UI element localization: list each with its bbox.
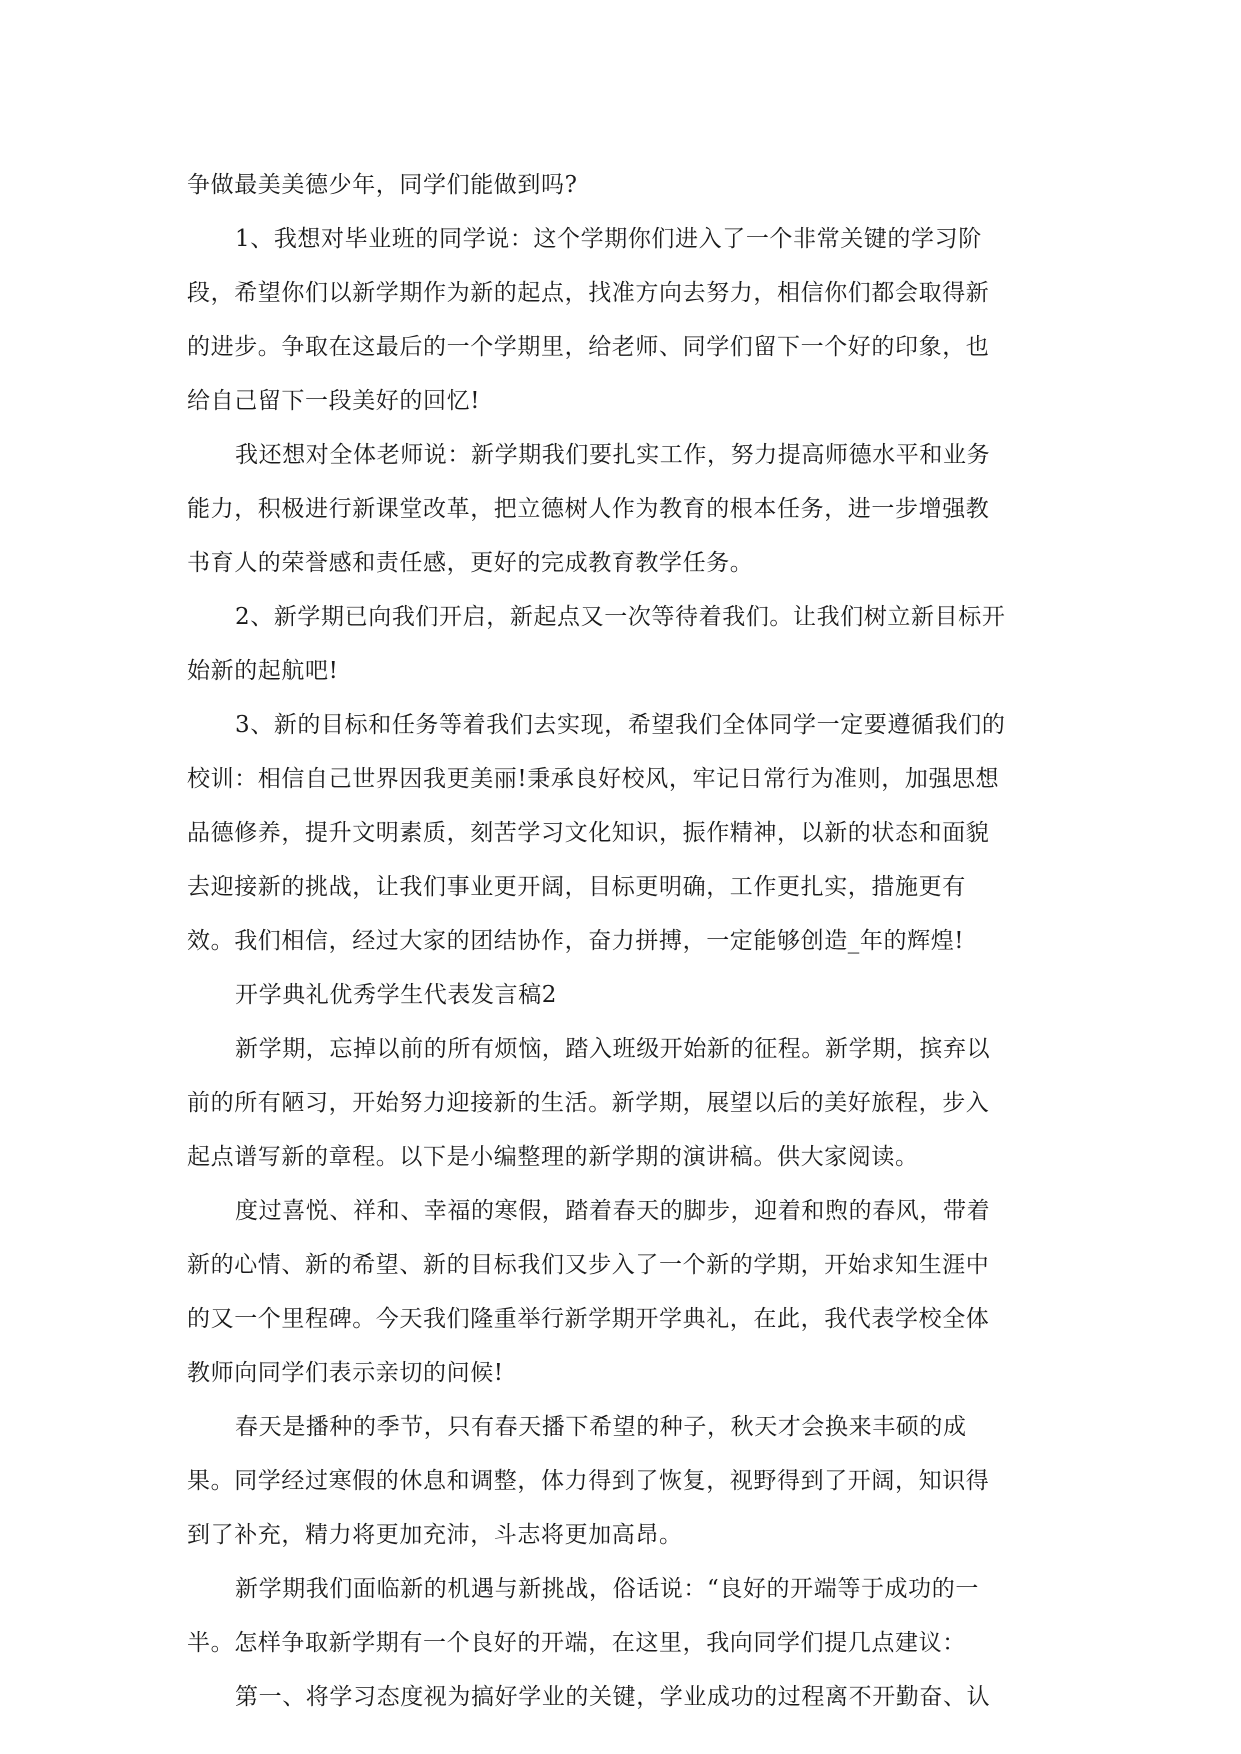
text-line: 春天是播种的季节，只有春天播下希望的种子，秋天才会换来丰硕的成 (235, 1414, 967, 1440)
text-line: 新学期我们面临新的机遇与新挑战，俗话说：“良好的开端等于成功的一 (235, 1576, 979, 1602)
text-line: 度过喜悦、祥和、幸福的寒假，踏着春天的脚步，迎着和煦的春风，带着 (235, 1198, 991, 1224)
text-line: 品德修养，提升文明素质，刻苦学习文化知识，振作精神，以新的状态和面貌 (187, 820, 990, 846)
text-line: 的进步。争取在这最后的一个学期里，给老师、同学们留下一个好的印象，也 (187, 334, 990, 360)
text-line: 半。怎样争取新学期有一个良好的开端，在这里，我向同学们提几点建议： (187, 1630, 966, 1656)
text-line: 2、新学期已向我们开启，新起点又一次等待着我们。让我们树立新目标开 (235, 604, 1006, 630)
text-line: 段，希望你们以新学期作为新的起点，找准方向去努力，相信你们都会取得新 (187, 280, 990, 306)
text-line: 始新的起航吧! (187, 658, 339, 684)
text-line: 起点谱写新的章程。以下是小编整理的新学期的演讲稿。供大家阅读。 (187, 1144, 919, 1170)
text-line: 果。同学经过寒假的休息和调整，体力得到了恢复，视野得到了开阔，知识得 (187, 1468, 990, 1494)
text-line: 第一、将学习态度视为搞好学业的关键，学业成功的过程离不开勤奋、认 (235, 1684, 991, 1710)
document-body (187, 158, 1059, 1724)
text-line: 到了补充，精力将更加充沛，斗志将更加高昂。 (187, 1522, 683, 1548)
text-line: 能力，积极进行新课堂改革，把立德树人作为教育的根本任务，进一步增强教 (187, 496, 990, 522)
text-line: 1、我想对毕业班的同学说：这个学期你们进入了一个非常关键的学习阶 (235, 226, 982, 252)
text-line: 教师向同学们表示亲切的问候! (187, 1360, 504, 1386)
text-line: 3、新的目标和任务等着我们去实现，希望我们全体同学一定要遵循我们的 (235, 712, 1006, 738)
text-line: 书育人的荣誉感和责任感，更好的完成教育教学任务。 (187, 550, 754, 576)
text-line: 新学期，忘掉以前的所有烦恼，踏入班级开始新的征程。新学期，摈弃以 (235, 1036, 991, 1062)
text-line: 前的所有陋习，开始努力迎接新的生活。新学期，展望以后的美好旅程，步入 (187, 1090, 990, 1116)
text-line: 去迎接新的挑战，让我们事业更开阔，目标更明确，工作更扎实，措施更有 (187, 874, 966, 900)
text-line: 我还想对全体老师说：新学期我们要扎实工作，努力提高师德水平和业务 (235, 442, 991, 468)
text-line: 争做最美美德少年，同学们能做到吗? (187, 172, 578, 198)
text-line: 效。我们相信，经过大家的团结协作，奋力拼搏，一定能够创造_年的辉煌! (187, 928, 965, 954)
text-line: 给自己留下一段美好的回忆! (187, 388, 481, 414)
text-line: 校训：相信自己世界因我更美丽!秉承良好校风，牢记日常行为准则，加强思想 (187, 766, 1000, 792)
section-heading: 开学典礼优秀学生代表发言稿2 (235, 982, 558, 1008)
text-line: 新的心情、新的希望、新的目标我们又步入了一个新的学期，开始求知生涯中 (187, 1252, 990, 1278)
text-line: 的又一个里程碑。今天我们隆重举行新学期开学典礼，在此，我代表学校全体 (187, 1306, 990, 1332)
